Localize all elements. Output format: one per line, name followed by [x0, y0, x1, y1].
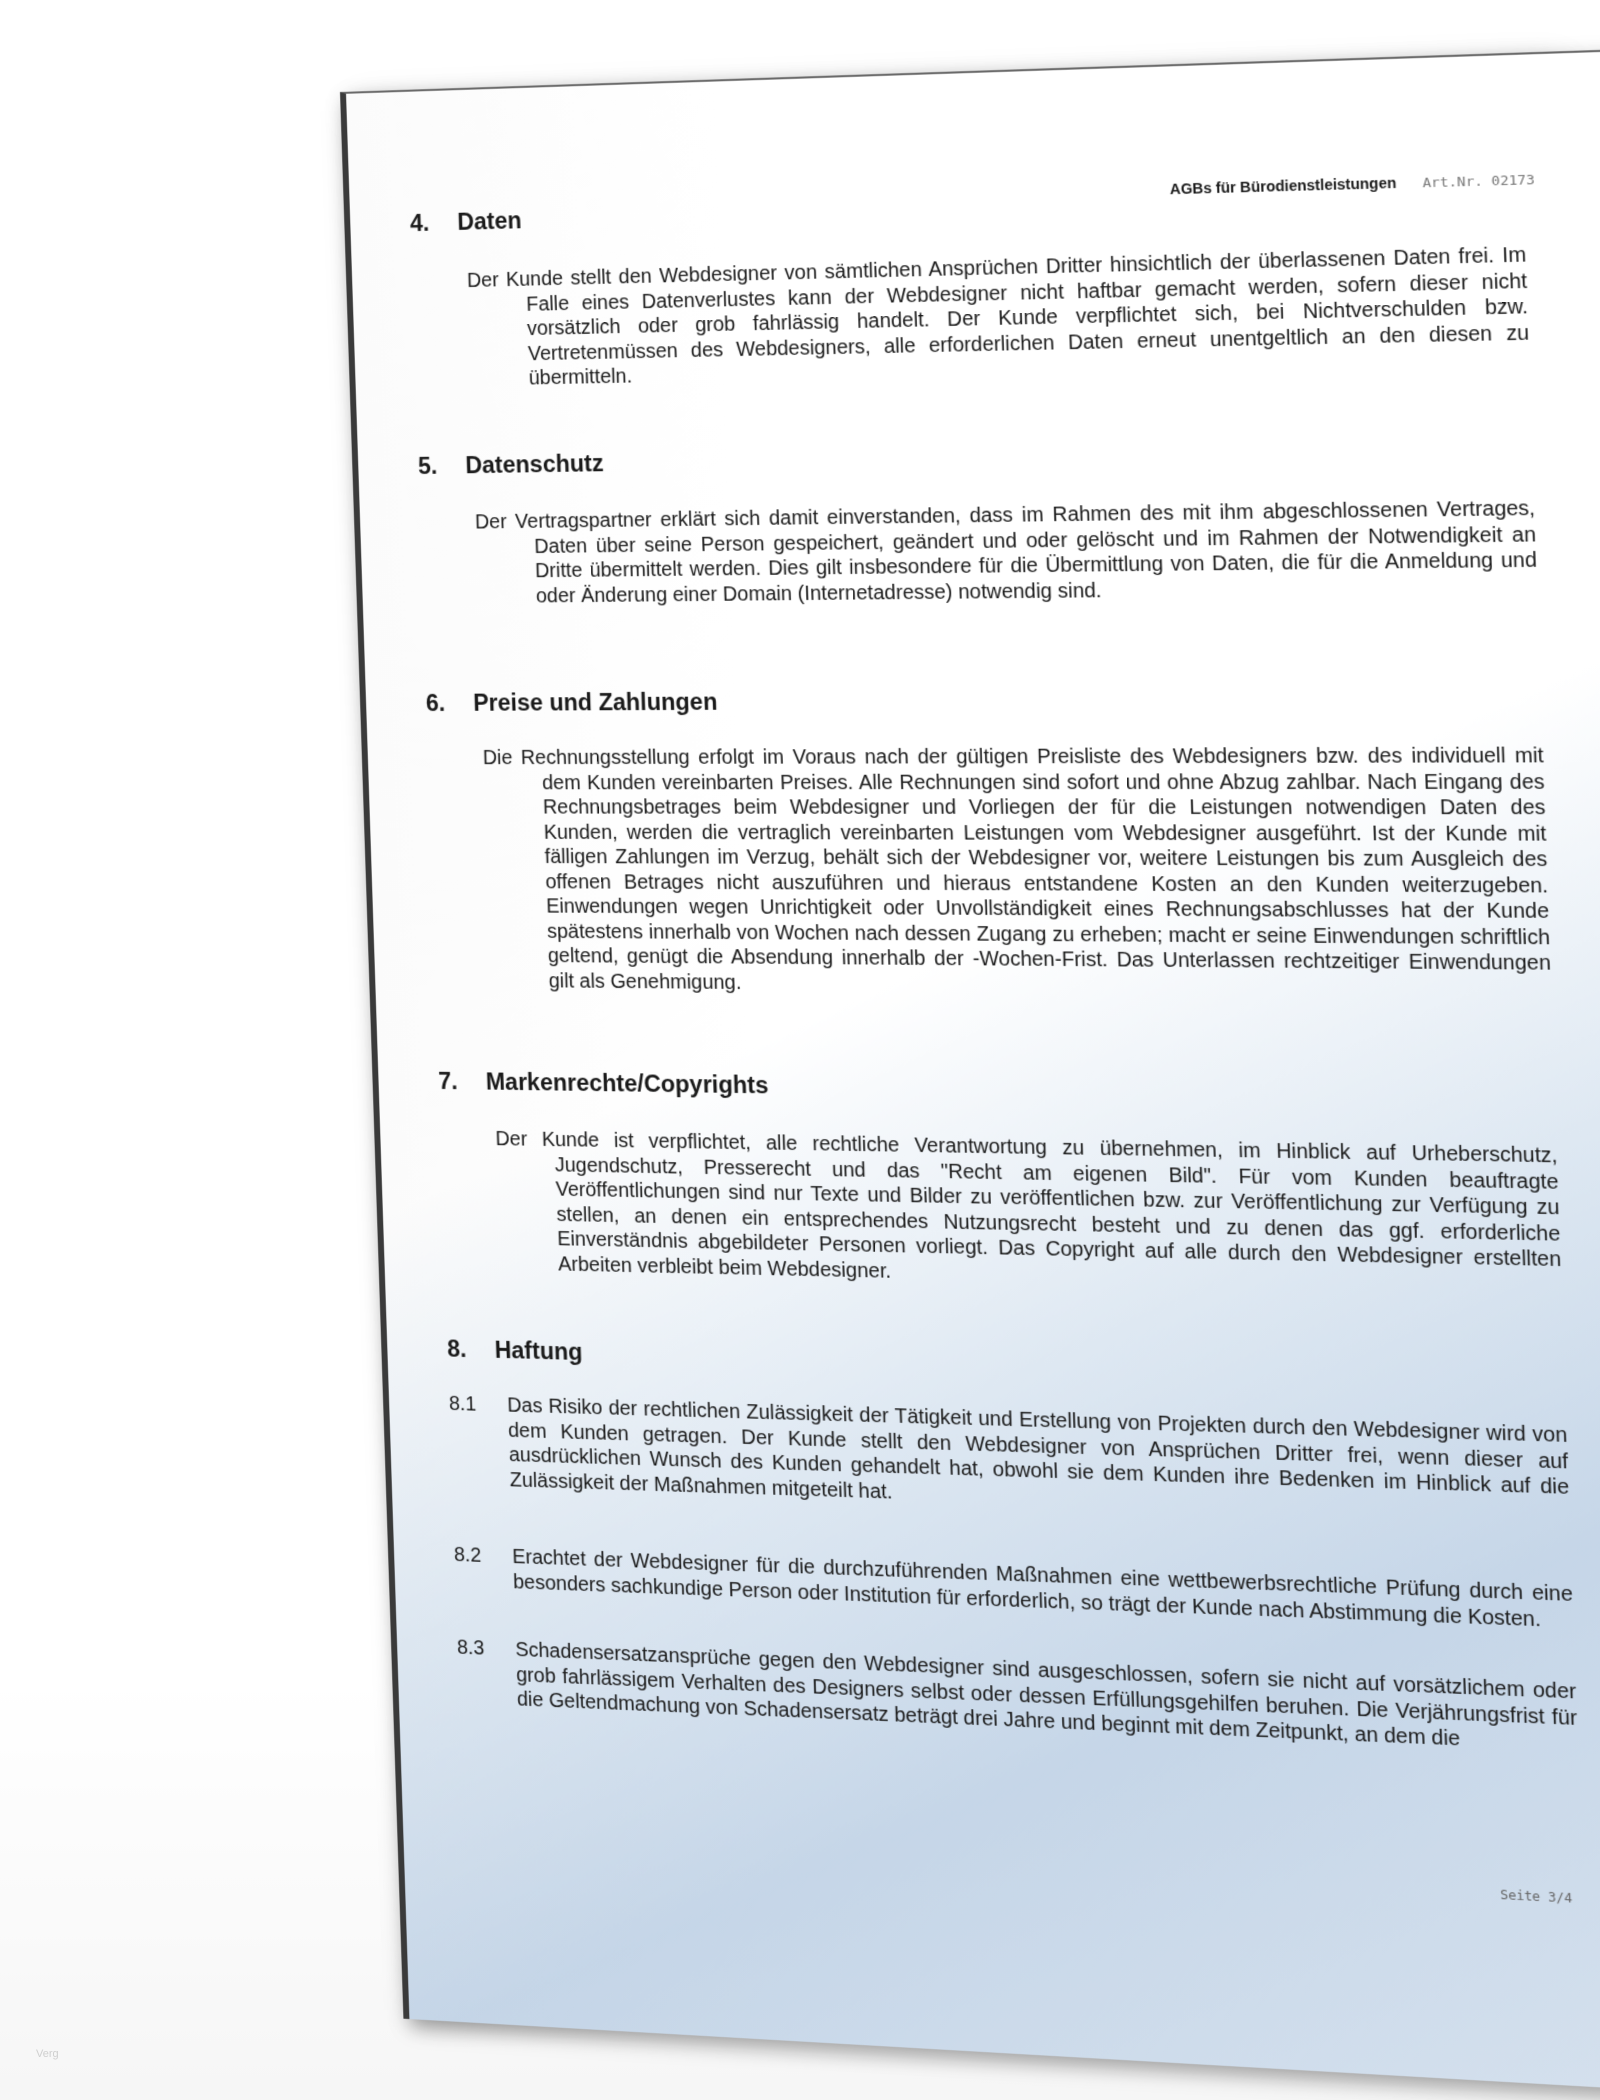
- subsection-text: Erachtet der Webdesigner für die durchzuführenden Maßnahmen eine wettbewerbsrechtliche Prüfung durch eine besonders sachkundige Person oder Institution für erforderlich, so trägt der Kunde nach Abstimmung die Kosten.: [512, 1545, 1574, 1631]
- subsection-number: 8.1: [448, 1392, 477, 1416]
- section-title: Markenrechte/Copyrights: [485, 1068, 769, 1099]
- section-number: 8.: [446, 1335, 467, 1363]
- section-heading-preise: [425, 688, 717, 717]
- section-text-datenschutz: Der Vertragspartner erklärt sich damit einverstanden, dass im Rahmen des mit ihm abgeschlossenen Vertrages, Daten über seine Person gespeichert, geändert und oder gelöscht und im Rahmen der Notwendigkeit an Dritte übermittelt werden. Dies gilt insbesondere für die Übermittlung von Daten, die für die Anmeldung und oder Änderung einer Domain (Internetadresse) notwendig sind.: [474, 497, 1538, 608]
- section-text-markenrechte: Der Kunde ist verpflichtet, alle rechtliche Verantwortung zu übernehmen, im Hinblick auf Urheberschutz, Jugendschutz, Presserecht und das "Recht am eigenen Bild". Für vom Kunden beauftragte Veröffentlichungen sind nur Texte und Bilder zu veröffentlichen bzw. zur Veröffentlichung zur Verfügung zu stellen, an denen ein entsprechendes Nutzungsrecht besteht und zu denen das ggf. erforderliche Einverständnis abgebildeter Personen vorliegt. Das Copyright auf alle durch den Webdesigner erstellten Arbeiten verbleibt beim Webdesigner.: [495, 1127, 1562, 1283]
- page-number: Seite 3/4: [1500, 1887, 1573, 1906]
- subsection-8-2: [454, 1543, 1574, 1634]
- section-title: Daten: [456, 207, 523, 235]
- subsection-8-1: [449, 1392, 1571, 1527]
- section-number: 7.: [437, 1067, 459, 1095]
- section-heading-daten: [410, 207, 522, 237]
- subsection-8-3: [457, 1635, 1579, 1757]
- section-title: Haftung: [494, 1336, 583, 1366]
- subsection-text: Schadensersatzansprüche gegen den Webdesigner sind ausgeschlossen, sofern sie nicht auf vorsätzlichem oder grob fahrlässigem Verhalten des Designers selbst oder dessen Erfüllungsgehilfen beruhen. Die Verjährungsfrist für die Geltendmachung von Schadensersatz beträgt drei Jahre und beginnt mit dem Zeitpunkt, an dem die: [515, 1638, 1578, 1751]
- page-header: [1170, 170, 1535, 198]
- section-heading-datenschutz: [418, 450, 604, 480]
- section-number: 4.: [409, 209, 430, 237]
- watermark-text: Verg: [36, 2048, 59, 2060]
- subsection-text: Das Risiko der rechtlichen Zulässigkeit der Tätigkeit und Erstellung von Projekten durch den Webdesigner wird von dem Kunden getragen. Der Kunde stellt den Webdesigner von Ansprüchen Dritter frei, wenn dieser auf ausdrücklichen Wunsch des Kunden gehandelt hat, obwohl sie dem Kunden ihre Bedenken im Hinblick auf die Zulässigkeit der Maßnahmen mitgeteilt hat.: [506, 1394, 1570, 1504]
- section-text-daten: Der Kunde stellt den Webdesigner von sämtlichen Ansprüchen Dritter hinsichtlich der überlassenen Daten frei. Im Falle eines Datenverlustes kann der Webdesigner nicht haftbar gemacht werden, sofern dieser nicht vorsätzlich oder grob fahrlässig handelt. Der Kunde verpflichtet sich, bei Nichtverschulden bzw. Vertretenmüssen des Webdesigners, alle erforderlichen Daten erneut unentgeltlich an den diesen zu übermitteln.: [466, 243, 1530, 390]
- subsection-number: 8.2: [453, 1543, 482, 1567]
- subsection-number: 8.3: [456, 1636, 485, 1660]
- section-text-preise: Die Rechnungsstellung erfolgt im Voraus nach der gültigen Preisliste des Webdesigners bzw. des individuell mit dem Kunden vereinbarten Preises. Alle Rechnungen sind sofort und ohne Abzug zahlbar. Nach Eingang des Rechnungsbetrages beim Webdesigner und Vorliegen der für die Leistungen notwendigen Daten des Kunden, werden die vertraglich vereinbarten Leistungen vom Webdesigner ausgeführt. Ist der Kunde mit fälligen Zahlungen im Verzug, behält sich der Webdesigner vor, weitere Leistungen bis zum Ausgleich des offenen Betrages nicht auszuführen und hieraus entstandene Kosten an den Kunden weiterzugeben. Einwendungen wegen Unrichtigkeit oder Unvollständigkeit eines Rechnungsabschlusses hat der Kunde spätestens innerhalb von Wochen nach dessen Zugang zu erheben; macht er seine Einwendungen schriftlich geltend, genügt die Absendung innerhalb der -Wochen-Frist. Das Unterlassen rechtzeitiger Einwendungen gilt als Genehmigung.: [482, 744, 1552, 994]
- section-heading-markenrechte: [438, 1068, 769, 1100]
- section-title: Preise und Zahlungen: [472, 688, 718, 716]
- section-number: 6.: [425, 689, 446, 717]
- document-title: AGBs für Bürodienstleistungen: [1169, 174, 1397, 198]
- article-number: Art.Nr. 02173: [1422, 172, 1535, 192]
- section-number: 5.: [417, 452, 438, 480]
- document-page: [340, 49, 1600, 2093]
- section-heading-haftung: [447, 1335, 583, 1366]
- section-title: Datenschutz: [464, 449, 604, 479]
